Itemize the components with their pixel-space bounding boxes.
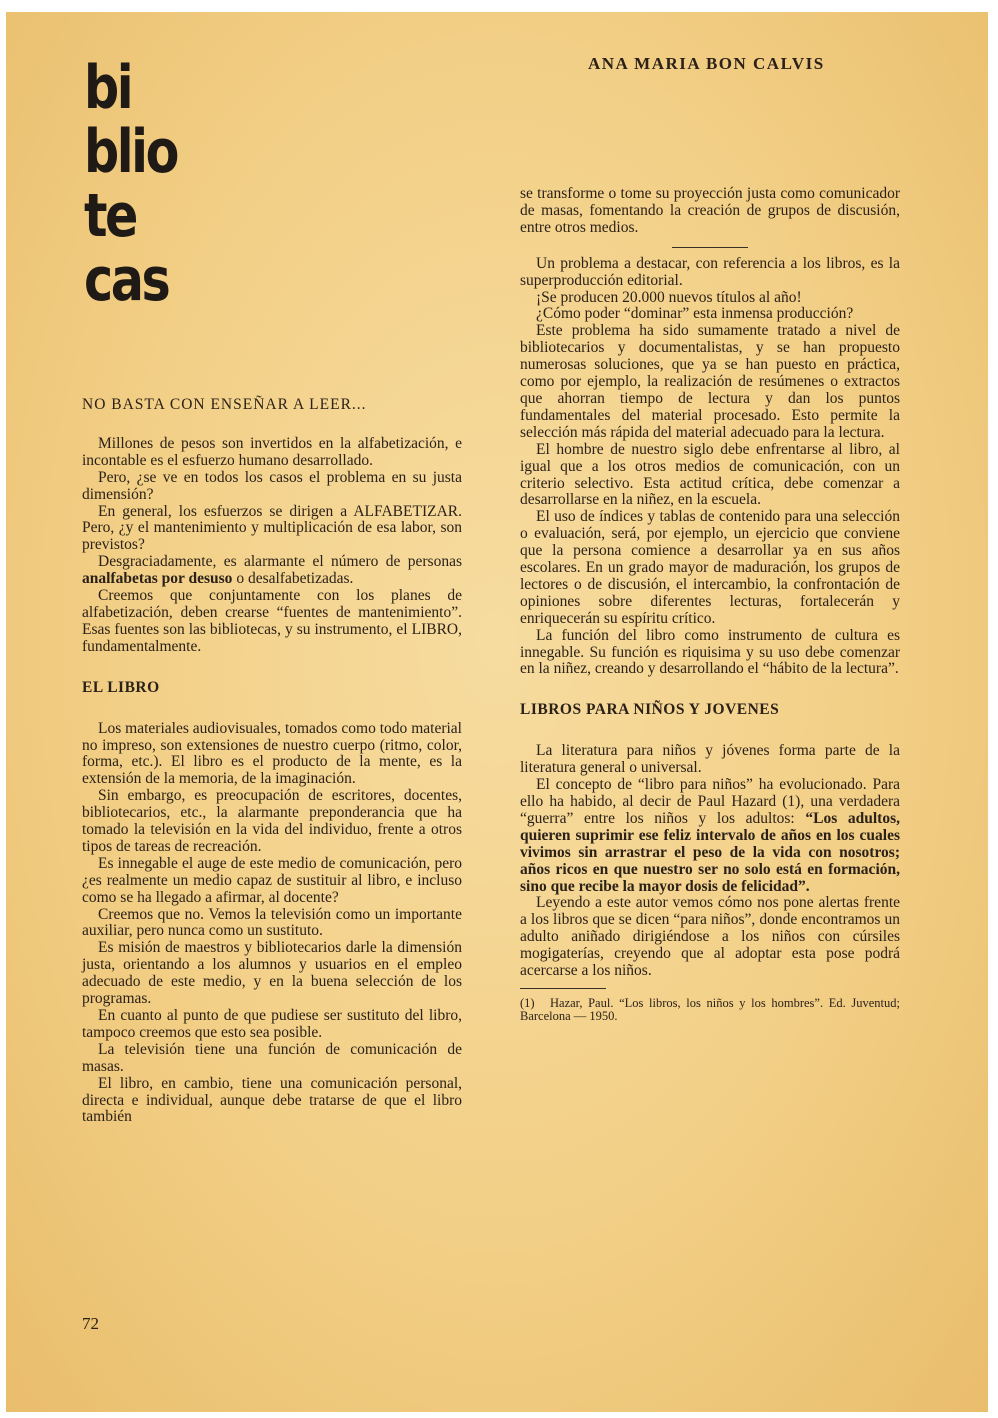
author-name: ANA MARIA BON CALVIS: [588, 54, 825, 73]
text-run: El concepto de “libro para niños” ha evolucionado. Para ello ha habido, al decir de Paul Hazard (1), una verdadera “guerra” entre los niños y los adultos:: [520, 776, 900, 827]
paragraph: La función del libro como instrumento de cultura es innegable. Su función es riquisima y su uso debe comenzar en la niñez, creando y desarrollando el “hábito de la lectura”.: [520, 626, 900, 678]
page-number: 72: [82, 1314, 99, 1333]
paragraph: La televisión tiene una función de comunicación de masas.: [82, 1040, 462, 1075]
paragraph: [82, 554, 462, 588]
paragraph: ¡Se producen 20.000 nuevos títulos al año!: [536, 288, 802, 306]
paragraph: El libro, en cambio, tiene una comunicación personal, directa e individual, aunque debe tratarse de que el libro también: [82, 1074, 462, 1126]
paragraph: Creemos que no. Vemos la televisión como un importante auxiliar, pero nunca como un sustituto.: [82, 905, 462, 940]
column-right: [520, 186, 900, 1023]
title-line: bi: [84, 53, 132, 123]
paragraph: En general, los esfuerzos se dirigen a ALFABETIZAR. Pero, ¿y el mantenimiento y multiplicación de esa labor, son previstos?: [82, 502, 462, 554]
column-left: [82, 397, 462, 1126]
title-line: blio: [84, 117, 177, 187]
title-line: cas: [84, 245, 169, 315]
paragraph: Es innegable el auge de este medio de comunicación, pero ¿es realmente un medio capaz de sustituir al libro, e incluso como se ha llegado a afirmar, al docente?: [82, 854, 462, 906]
paragraph: Es misión de maestros y bibliotecarios darle la dimensión justa, orientando a los alumnos y usuarios en el empleo adecuado de este medio, y en la buena selección de los programas.: [82, 939, 462, 1008]
paragraph: [520, 777, 900, 895]
paragraph: Pero, ¿se ve en todos los casos el problema en su justa dimensión?: [82, 468, 462, 503]
section-heading-el-libro: EL LIBRO: [82, 678, 160, 696]
paragraph: Leyendo a este autor vemos cómo nos pone alertas frente a los libros que se dicen “para niños”, donde encontramos un adulto aniñado dirigiéndose a los niños con cúrsiles mogigaterías, creyendo que al adoptar esta pose podrá acercarse a los niños.: [520, 894, 900, 980]
footnote-text: Hazar, Paul. “Los libros, los niños y los hombres”. Ed. Juventud; Barcelona — 1950.: [520, 995, 900, 1023]
paragraph: Los materiales audiovisuales, tomados como todo material no impreso, son extensiones de nuestro cuerpo (ritmo, color, forma, etc.). El libro es el producto de la mente, es la extensión de la memoria, de la imaginación.: [82, 719, 462, 788]
footnote-number: (1): [520, 995, 535, 1010]
bold-quote: “Los adultos, quieren suprimir ese feliz intervalo de años en los cuales vivimos sin arrastrar el peso de la vida con nosotros; años ricos en que nuestro ser no solo está en formación, sino que recibe la mayor dosis de felicidad”.: [520, 809, 900, 895]
paragraph: Millones de pesos son invertidos en la alfabetización, e incontable es el esfuerzo humano desarrollado.: [82, 434, 462, 469]
paragraph: La literatura para niños y jóvenes forma parte de la literatura general o universal.: [520, 742, 900, 777]
separator-rule: [672, 247, 748, 248]
paragraph: Sin embargo, es preocupación de escritores, docentes, bibliotecarios, etc., la alarmante preponderancia que ha tomado la televisión en la vida del individuo, frente a otros tipos de tareas de recreación.: [82, 787, 462, 855]
title-line: te: [84, 181, 136, 251]
section-heading-libros-ninos: LIBROS PARA NIÑOS Y JOVENES: [520, 701, 780, 719]
article-title: [84, 53, 177, 315]
paragraph: Este problema ha sido sumamente tratado a nivel de bibliotecarios y documentalistas, y se han propuesto numerosas soluciones, que ya se han puesto en práctica, como por ejemplo, la realización de resúmenes o extractos que ahorran tiempo de lectura y dan los puntos fundamentales del material procesado. Esto permite la selección más rápida del material adecuado para la lectura.: [520, 322, 900, 441]
text-run: Desgraciadamente, es alarmante el número de personas: [98, 553, 462, 571]
intro-heading: NO BASTA CON ENSEÑAR A LEER...: [82, 396, 367, 413]
paragraph: El uso de índices y tablas de contenido para una selección o evaluación, será, por ejemplo, un ejercicio que conviene que la persona comience a desarrollar ya en sus años escolares. En un grado mayor de maduración, los grupos de lectores o de discusión, el intercambio, la confrontación de opiniones sobre diferentes lecturas, fortalecerán y enriquecerán su espíritu crítico.: [520, 508, 900, 627]
magazine-page: [6, 12, 988, 1412]
text-run: o desalfabetizadas.: [232, 570, 354, 588]
paragraph: se transforme o tome su proyección justa como comunicador de masas, fomentando la creación de grupos de discusión, entre otros medios.: [520, 185, 900, 236]
paragraph: ¿Cómo poder “dominar” esta inmensa producción?: [536, 305, 854, 323]
paragraph: Un problema a destacar, con referencia a los libros, es la superproducción editorial.: [520, 254, 900, 289]
bold-phrase: analfabetas por desuso: [82, 570, 233, 588]
footnote: [520, 997, 900, 1023]
paragraph: En cuanto al punto de que pudiese ser sustituto del libro, tampoco creemos que esto sea posible.: [82, 1007, 462, 1041]
footnote-rule: [520, 988, 606, 989]
paragraph: El hombre de nuestro siglo debe enfrentarse al libro, al igual que a los otros medios de comunicación, con un criterio selectivo. Esta actitud crítica, debe comenzar a desarrollarse en la niñez, en la escuela.: [520, 440, 900, 509]
paragraph: Creemos que conjuntamente con los planes de alfabetización, deben crearse “fuentes de mantenimiento”. Esas fuentes son las bibliotecas, y su instrumento, el LIBRO, fundamentalmente.: [82, 587, 462, 655]
